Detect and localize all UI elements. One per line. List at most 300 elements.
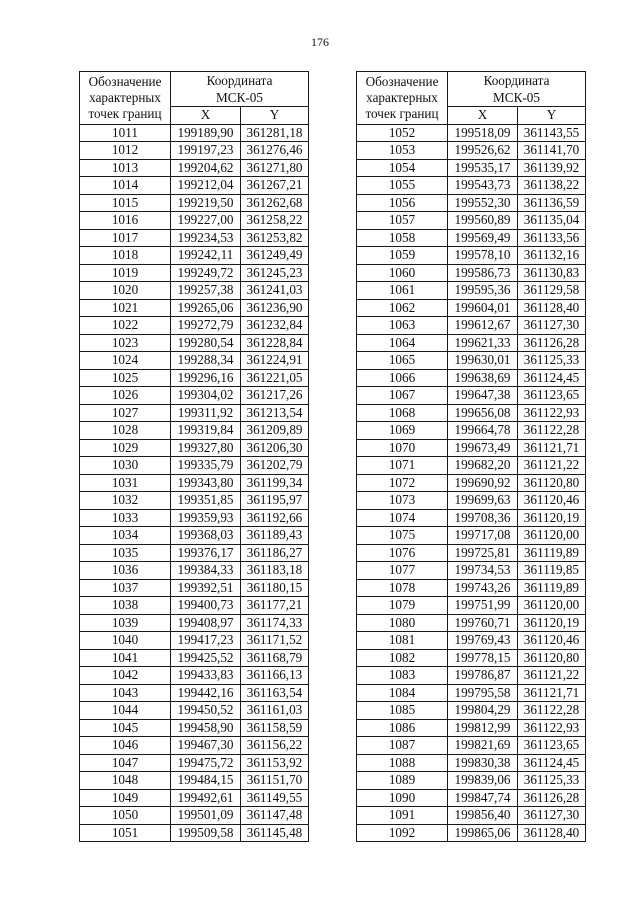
y-coordinate-cell: 361145,48 xyxy=(241,824,309,842)
y-coordinate-cell: 361121,71 xyxy=(518,439,586,457)
y-coordinate-cell: 361217,26 xyxy=(241,387,309,405)
point-number-cell: 1083 xyxy=(357,667,448,685)
y-coordinate-cell: 361189,43 xyxy=(241,527,309,545)
x-coordinate-cell: 199751,99 xyxy=(448,597,518,615)
x-coordinate-cell: 199725,81 xyxy=(448,544,518,562)
table-row xyxy=(357,614,586,632)
y-coordinate-cell: 361149,55 xyxy=(241,789,309,807)
table-row xyxy=(80,177,309,195)
table-row xyxy=(357,369,586,387)
y-coordinate-cell: 361124,45 xyxy=(518,369,586,387)
x-coordinate-cell: 199304,02 xyxy=(171,387,241,405)
x-coordinate-cell: 199242,11 xyxy=(171,247,241,265)
y-coordinate-cell: 361120,19 xyxy=(518,509,586,527)
coordinate-line2: МСК-05 xyxy=(493,90,540,105)
point-number-cell: 1068 xyxy=(357,404,448,422)
y-coordinate-cell: 361119,89 xyxy=(518,544,586,562)
point-number-cell: 1043 xyxy=(80,684,171,702)
x-coordinate-cell: 199604,01 xyxy=(448,299,518,317)
y-coordinate-cell: 361129,58 xyxy=(518,282,586,300)
table-row xyxy=(80,807,309,825)
table-row xyxy=(80,684,309,702)
table-row xyxy=(357,212,586,230)
point-number-cell: 1014 xyxy=(80,177,171,195)
x-coordinate-cell: 199351,85 xyxy=(171,492,241,510)
table-row xyxy=(357,527,586,545)
x-coordinate-cell: 199417,23 xyxy=(171,632,241,650)
y-coordinate-cell: 361166,13 xyxy=(241,667,309,685)
x-coordinate-cell: 199769,43 xyxy=(448,632,518,650)
x-coordinate-cell: 199812,99 xyxy=(448,719,518,737)
x-coordinate-cell: 199578,10 xyxy=(448,247,518,265)
y-coordinate-cell: 361130,83 xyxy=(518,264,586,282)
point-number-cell: 1012 xyxy=(80,142,171,160)
table-row xyxy=(357,229,586,247)
x-coordinate-cell: 199227,00 xyxy=(171,212,241,230)
point-label-header xyxy=(80,72,171,125)
x-coordinate-cell: 199664,78 xyxy=(448,422,518,440)
table-row xyxy=(80,369,309,387)
table-row xyxy=(80,439,309,457)
table-row xyxy=(80,649,309,667)
x-coordinate-cell: 199708,36 xyxy=(448,509,518,527)
y-coordinate-cell: 361120,46 xyxy=(518,492,586,510)
table-row xyxy=(80,159,309,177)
table-row xyxy=(357,684,586,702)
point-number-cell: 1041 xyxy=(80,649,171,667)
table-body xyxy=(357,124,586,842)
table-row xyxy=(80,317,309,335)
coordinate-line1: Координата xyxy=(483,73,550,88)
point-number-cell: 1050 xyxy=(80,807,171,825)
point-number-cell: 1078 xyxy=(357,579,448,597)
x-coordinate-cell: 199682,20 xyxy=(448,457,518,475)
point-number-cell: 1029 xyxy=(80,439,171,457)
x-coordinate-cell: 199804,29 xyxy=(448,702,518,720)
point-number-cell: 1023 xyxy=(80,334,171,352)
y-coordinate-cell: 361127,30 xyxy=(518,807,586,825)
y-coordinate-cell: 361199,34 xyxy=(241,474,309,492)
point-number-cell: 1052 xyxy=(357,124,448,142)
table-row xyxy=(357,282,586,300)
x-coordinate-cell: 199359,93 xyxy=(171,509,241,527)
coordinates-table-right xyxy=(356,71,586,842)
y-coordinate-cell: 361122,93 xyxy=(518,719,586,737)
x-coordinate-cell: 199526,62 xyxy=(448,142,518,160)
table-row xyxy=(357,194,586,212)
point-number-cell: 1077 xyxy=(357,562,448,580)
table-row xyxy=(80,352,309,370)
point-number-cell: 1059 xyxy=(357,247,448,265)
x-coordinate-cell: 199392,51 xyxy=(171,579,241,597)
y-coordinate-cell: 361120,00 xyxy=(518,597,586,615)
point-number-cell: 1071 xyxy=(357,457,448,475)
x-coordinate-cell: 199717,08 xyxy=(448,527,518,545)
point-number-cell: 1081 xyxy=(357,632,448,650)
table-row xyxy=(357,509,586,527)
y-coordinate-cell: 361192,66 xyxy=(241,509,309,527)
y-coordinate-cell: 361126,28 xyxy=(518,334,586,352)
x-coordinate-cell: 199204,62 xyxy=(171,159,241,177)
y-coordinate-cell: 361120,00 xyxy=(518,527,586,545)
x-coordinate-cell: 199343,80 xyxy=(171,474,241,492)
y-coordinate-cell: 361128,40 xyxy=(518,299,586,317)
y-coordinate-cell: 361126,28 xyxy=(518,789,586,807)
y-coordinate-cell: 361168,79 xyxy=(241,649,309,667)
point-number-cell: 1069 xyxy=(357,422,448,440)
table-row xyxy=(357,352,586,370)
x-coordinate-cell: 199368,03 xyxy=(171,527,241,545)
table-row xyxy=(80,492,309,510)
table-row xyxy=(357,632,586,650)
table-row xyxy=(80,754,309,772)
y-coordinate-cell: 361133,56 xyxy=(518,229,586,247)
table-row xyxy=(80,474,309,492)
point-number-cell: 1053 xyxy=(357,142,448,160)
point-number-cell: 1038 xyxy=(80,597,171,615)
x-coordinate-cell: 199265,06 xyxy=(171,299,241,317)
x-coordinate-cell: 199830,38 xyxy=(448,754,518,772)
table-row xyxy=(357,124,586,142)
y-coordinate-cell: 361267,21 xyxy=(241,177,309,195)
point-number-cell: 1024 xyxy=(80,352,171,370)
x-coordinate-cell: 199425,52 xyxy=(171,649,241,667)
y-coordinate-cell: 361224,91 xyxy=(241,352,309,370)
table-row xyxy=(357,737,586,755)
table-row xyxy=(357,142,586,160)
table-row xyxy=(357,772,586,790)
coordinate-line1: Координата xyxy=(206,73,273,88)
table-row xyxy=(80,124,309,142)
point-number-cell: 1064 xyxy=(357,334,448,352)
point-number-cell: 1044 xyxy=(80,702,171,720)
y-coordinate-cell: 361143,55 xyxy=(518,124,586,142)
x-coordinate-cell: 199656,08 xyxy=(448,404,518,422)
table-row xyxy=(80,334,309,352)
point-number-cell: 1061 xyxy=(357,282,448,300)
x-coordinate-cell: 199586,73 xyxy=(448,264,518,282)
y-coordinate-cell: 361151,70 xyxy=(241,772,309,790)
y-coordinate-cell: 361221,05 xyxy=(241,369,309,387)
x-coordinate-cell: 199865,06 xyxy=(448,824,518,842)
point-number-cell: 1031 xyxy=(80,474,171,492)
y-coordinate-cell: 361209,89 xyxy=(241,422,309,440)
x-coordinate-cell: 199743,26 xyxy=(448,579,518,597)
y-coordinate-cell: 361122,93 xyxy=(518,404,586,422)
point-number-cell: 1063 xyxy=(357,317,448,335)
table-row xyxy=(357,299,586,317)
point-number-cell: 1034 xyxy=(80,527,171,545)
table-row xyxy=(80,579,309,597)
point-number-cell: 1066 xyxy=(357,369,448,387)
x-coordinate-cell: 199197,23 xyxy=(171,142,241,160)
point-number-cell: 1025 xyxy=(80,369,171,387)
y-column-header: Y xyxy=(241,107,309,125)
point-number-cell: 1033 xyxy=(80,509,171,527)
y-coordinate-cell: 361139,92 xyxy=(518,159,586,177)
point-number-cell: 1045 xyxy=(80,719,171,737)
table-row xyxy=(80,299,309,317)
point-label-header xyxy=(357,72,448,125)
y-coordinate-cell: 361171,52 xyxy=(241,632,309,650)
x-coordinate-cell: 199234,53 xyxy=(171,229,241,247)
table-row xyxy=(80,824,309,842)
table-row xyxy=(357,177,586,195)
point-number-cell: 1051 xyxy=(80,824,171,842)
x-coordinate-cell: 199450,52 xyxy=(171,702,241,720)
table-row xyxy=(80,772,309,790)
table-row xyxy=(357,457,586,475)
x-coordinate-cell: 199647,38 xyxy=(448,387,518,405)
point-number-cell: 1049 xyxy=(80,789,171,807)
table-row xyxy=(80,632,309,650)
x-coordinate-cell: 199408,97 xyxy=(171,614,241,632)
point-number-cell: 1092 xyxy=(357,824,448,842)
table-row xyxy=(357,702,586,720)
point-number-cell: 1016 xyxy=(80,212,171,230)
x-coordinate-cell: 199778,15 xyxy=(448,649,518,667)
coordinate-header xyxy=(448,72,586,107)
x-coordinate-cell: 199384,33 xyxy=(171,562,241,580)
y-coordinate-cell: 361121,71 xyxy=(518,684,586,702)
table-row xyxy=(357,719,586,737)
y-coordinate-cell: 361262,68 xyxy=(241,194,309,212)
x-coordinate-cell: 199839,06 xyxy=(448,772,518,790)
point-number-cell: 1091 xyxy=(357,807,448,825)
x-coordinate-cell: 199638,69 xyxy=(448,369,518,387)
y-coordinate-cell: 361141,70 xyxy=(518,142,586,160)
point-number-cell: 1021 xyxy=(80,299,171,317)
y-coordinate-cell: 361132,16 xyxy=(518,247,586,265)
table-row xyxy=(80,422,309,440)
y-coordinate-cell: 361195,97 xyxy=(241,492,309,510)
table-row xyxy=(357,439,586,457)
x-coordinate-cell: 199535,17 xyxy=(448,159,518,177)
table-row xyxy=(80,264,309,282)
point-number-cell: 1067 xyxy=(357,387,448,405)
table-row xyxy=(80,509,309,527)
y-coordinate-cell: 361241,03 xyxy=(241,282,309,300)
point-label-line3: точек границ xyxy=(88,105,162,121)
y-coordinate-cell: 361153,92 xyxy=(241,754,309,772)
x-coordinate-cell: 199400,73 xyxy=(171,597,241,615)
y-coordinate-cell: 361258,22 xyxy=(241,212,309,230)
x-coordinate-cell: 199552,30 xyxy=(448,194,518,212)
x-coordinate-cell: 199492,61 xyxy=(171,789,241,807)
x-coordinate-cell: 199847,74 xyxy=(448,789,518,807)
x-coordinate-cell: 199673,49 xyxy=(448,439,518,457)
x-coordinate-cell: 199734,53 xyxy=(448,562,518,580)
x-coordinate-cell: 199518,09 xyxy=(448,124,518,142)
table-row xyxy=(357,544,586,562)
y-coordinate-cell: 361206,30 xyxy=(241,439,309,457)
point-number-cell: 1036 xyxy=(80,562,171,580)
table-row xyxy=(80,282,309,300)
x-coordinate-cell: 199467,30 xyxy=(171,737,241,755)
y-coordinate-cell: 361121,22 xyxy=(518,457,586,475)
point-number-cell: 1076 xyxy=(357,544,448,562)
table-row xyxy=(80,614,309,632)
coordinate-line2: МСК-05 xyxy=(216,90,263,105)
coordinates-table-left xyxy=(79,71,309,842)
point-number-cell: 1072 xyxy=(357,474,448,492)
table-row xyxy=(80,194,309,212)
x-coordinate-cell: 199612,67 xyxy=(448,317,518,335)
y-coordinate-cell: 361125,33 xyxy=(518,772,586,790)
table-row xyxy=(357,247,586,265)
y-coordinate-cell: 361183,18 xyxy=(241,562,309,580)
y-coordinate-cell: 361174,33 xyxy=(241,614,309,632)
point-number-cell: 1062 xyxy=(357,299,448,317)
point-label-line1: Обозначение xyxy=(365,73,439,89)
y-coordinate-cell: 361232,84 xyxy=(241,317,309,335)
y-coordinate-cell: 361249,49 xyxy=(241,247,309,265)
table-row xyxy=(357,579,586,597)
table-row xyxy=(357,317,586,335)
y-coordinate-cell: 361120,80 xyxy=(518,649,586,667)
x-column-header: X xyxy=(448,107,518,125)
x-coordinate-cell: 199219,50 xyxy=(171,194,241,212)
x-coordinate-cell: 199319,84 xyxy=(171,422,241,440)
table-row xyxy=(357,264,586,282)
table-row xyxy=(80,789,309,807)
x-coordinate-cell: 199272,79 xyxy=(171,317,241,335)
y-coordinate-cell: 361161,03 xyxy=(241,702,309,720)
point-number-cell: 1030 xyxy=(80,457,171,475)
x-coordinate-cell: 199433,83 xyxy=(171,667,241,685)
table-row xyxy=(357,334,586,352)
x-coordinate-cell: 199376,17 xyxy=(171,544,241,562)
point-number-cell: 1032 xyxy=(80,492,171,510)
point-number-cell: 1084 xyxy=(357,684,448,702)
point-number-cell: 1022 xyxy=(80,317,171,335)
coordinate-header xyxy=(171,72,309,107)
y-coordinate-cell: 361120,46 xyxy=(518,632,586,650)
point-number-cell: 1058 xyxy=(357,229,448,247)
y-coordinate-cell: 361180,15 xyxy=(241,579,309,597)
x-coordinate-cell: 199821,69 xyxy=(448,737,518,755)
y-column-header: Y xyxy=(518,107,586,125)
table-row xyxy=(80,457,309,475)
x-coordinate-cell: 199786,87 xyxy=(448,667,518,685)
y-coordinate-cell: 361138,22 xyxy=(518,177,586,195)
point-number-cell: 1088 xyxy=(357,754,448,772)
x-coordinate-cell: 199249,72 xyxy=(171,264,241,282)
table-row xyxy=(357,649,586,667)
y-coordinate-cell: 361276,46 xyxy=(241,142,309,160)
point-number-cell: 1015 xyxy=(80,194,171,212)
table-row xyxy=(80,404,309,422)
table-row xyxy=(357,159,586,177)
table-row xyxy=(357,807,586,825)
y-coordinate-cell: 361120,80 xyxy=(518,474,586,492)
point-number-cell: 1070 xyxy=(357,439,448,457)
y-coordinate-cell: 361156,22 xyxy=(241,737,309,755)
point-number-cell: 1056 xyxy=(357,194,448,212)
table-row xyxy=(80,562,309,580)
point-number-cell: 1019 xyxy=(80,264,171,282)
point-label-line1: Обозначение xyxy=(88,73,162,89)
point-number-cell: 1074 xyxy=(357,509,448,527)
x-coordinate-cell: 199280,54 xyxy=(171,334,241,352)
point-number-cell: 1026 xyxy=(80,387,171,405)
y-coordinate-cell: 361119,89 xyxy=(518,579,586,597)
table-row xyxy=(357,422,586,440)
table-row xyxy=(80,597,309,615)
y-coordinate-cell: 361120,19 xyxy=(518,614,586,632)
y-coordinate-cell: 361127,30 xyxy=(518,317,586,335)
point-number-cell: 1042 xyxy=(80,667,171,685)
table-row xyxy=(357,474,586,492)
x-coordinate-cell: 199296,16 xyxy=(171,369,241,387)
point-number-cell: 1055 xyxy=(357,177,448,195)
y-coordinate-cell: 361213,54 xyxy=(241,404,309,422)
x-coordinate-cell: 199327,80 xyxy=(171,439,241,457)
point-number-cell: 1013 xyxy=(80,159,171,177)
table-row xyxy=(80,719,309,737)
x-coordinate-cell: 199543,73 xyxy=(448,177,518,195)
point-number-cell: 1085 xyxy=(357,702,448,720)
table-row xyxy=(80,737,309,755)
y-coordinate-cell: 361245,23 xyxy=(241,264,309,282)
table-row xyxy=(80,247,309,265)
table-row xyxy=(357,824,586,842)
y-coordinate-cell: 361228,84 xyxy=(241,334,309,352)
x-coordinate-cell: 199212,04 xyxy=(171,177,241,195)
table-row xyxy=(80,527,309,545)
y-coordinate-cell: 361122,28 xyxy=(518,422,586,440)
x-column-header: X xyxy=(171,107,241,125)
point-number-cell: 1035 xyxy=(80,544,171,562)
table-row xyxy=(357,789,586,807)
point-number-cell: 1017 xyxy=(80,229,171,247)
x-coordinate-cell: 199189,90 xyxy=(171,124,241,142)
point-number-cell: 1018 xyxy=(80,247,171,265)
point-number-cell: 1046 xyxy=(80,737,171,755)
point-number-cell: 1090 xyxy=(357,789,448,807)
table-row xyxy=(80,212,309,230)
x-coordinate-cell: 199630,01 xyxy=(448,352,518,370)
table-row xyxy=(80,229,309,247)
table-body xyxy=(80,124,309,842)
table-row xyxy=(357,562,586,580)
table-row xyxy=(357,754,586,772)
page-number: 176 xyxy=(311,35,329,49)
x-coordinate-cell: 199458,90 xyxy=(171,719,241,737)
point-number-cell: 1037 xyxy=(80,579,171,597)
point-number-cell: 1060 xyxy=(357,264,448,282)
point-number-cell: 1028 xyxy=(80,422,171,440)
point-number-cell: 1086 xyxy=(357,719,448,737)
x-coordinate-cell: 199509,58 xyxy=(171,824,241,842)
point-number-cell: 1080 xyxy=(357,614,448,632)
point-number-cell: 1057 xyxy=(357,212,448,230)
point-number-cell: 1082 xyxy=(357,649,448,667)
x-coordinate-cell: 199257,38 xyxy=(171,282,241,300)
point-label-line3: точек границ xyxy=(365,105,439,121)
y-coordinate-cell: 361186,27 xyxy=(241,544,309,562)
table-row xyxy=(357,597,586,615)
table-row xyxy=(357,667,586,685)
point-number-cell: 1048 xyxy=(80,772,171,790)
point-number-cell: 1011 xyxy=(80,124,171,142)
table-row xyxy=(357,404,586,422)
y-coordinate-cell: 361119,85 xyxy=(518,562,586,580)
point-number-cell: 1047 xyxy=(80,754,171,772)
table-row xyxy=(80,702,309,720)
y-coordinate-cell: 361125,33 xyxy=(518,352,586,370)
x-coordinate-cell: 199442,16 xyxy=(171,684,241,702)
